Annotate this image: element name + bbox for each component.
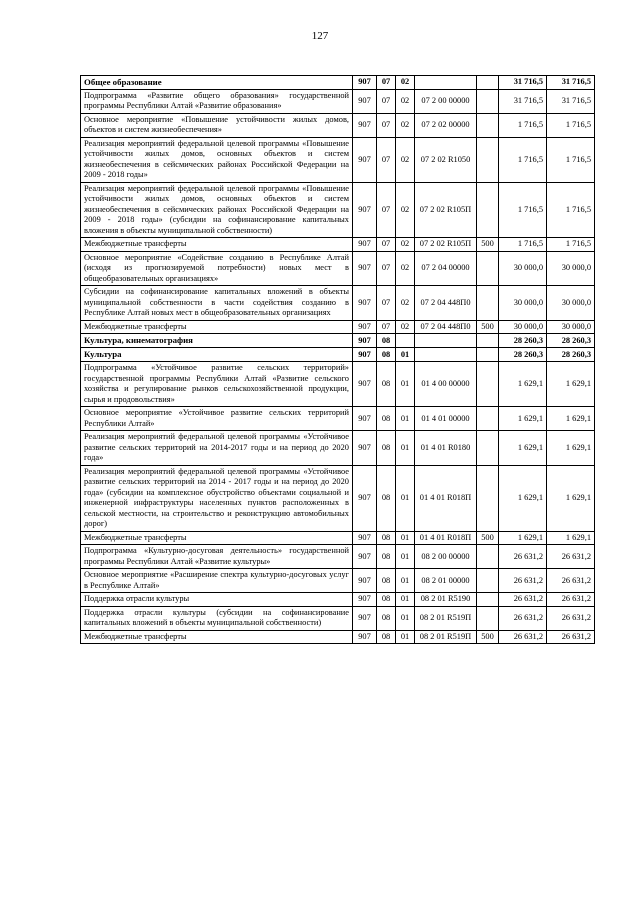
- cell-ved: 907: [353, 569, 377, 593]
- cell-amount-1: 26 631,2: [499, 593, 547, 607]
- cell-subsection: 02: [396, 238, 415, 252]
- cell-section: 07: [377, 76, 396, 90]
- table-row: [81, 76, 595, 90]
- cell-amount-1: 26 631,2: [499, 569, 547, 593]
- cell-amount-2: 1 716,5: [547, 113, 595, 137]
- cell-section: 07: [377, 182, 396, 238]
- cell-name: Реализация мероприятий федеральной целевой программы «Устойчивое развитие сельских территорий на 2014 - 2017 годы и на период до 2020 года» (субсидии на комплексное обустройство объектами социальной и инженерной инфраструктуры населенных пунктов расположенных в сельской местности, на строительство и реконструкцию автомобильных дорог): [81, 465, 353, 531]
- cell-target-article: 07 2 02 R1050: [415, 137, 477, 182]
- cell-amount-2: 31 716,5: [547, 76, 595, 90]
- cell-amount-2: 26 631,2: [547, 630, 595, 644]
- cell-ved: 907: [353, 531, 377, 545]
- cell-section: 08: [377, 407, 396, 431]
- table-row: [81, 431, 595, 466]
- cell-section: 07: [377, 251, 396, 286]
- table-row: [81, 286, 595, 321]
- cell-expense-type: 500: [477, 320, 499, 334]
- cell-target-article: [415, 76, 477, 90]
- table-row: [81, 545, 595, 569]
- cell-amount-2: 1 629,1: [547, 407, 595, 431]
- cell-target-article: 08 2 00 00000: [415, 545, 477, 569]
- cell-subsection: 02: [396, 137, 415, 182]
- cell-expense-type: [477, 113, 499, 137]
- cell-amount-1: 1 629,1: [499, 431, 547, 466]
- cell-expense-type: [477, 431, 499, 466]
- cell-subsection: 02: [396, 76, 415, 90]
- cell-subsection: 01: [396, 545, 415, 569]
- cell-expense-type: 500: [477, 238, 499, 252]
- table-row: [81, 334, 595, 348]
- cell-name: Основное мероприятие «Расширение спектра культурно-досуговых услуг в Республике Алтай»: [81, 569, 353, 593]
- cell-section: 08: [377, 593, 396, 607]
- table-row: [81, 593, 595, 607]
- cell-ved: 907: [353, 545, 377, 569]
- cell-target-article: 07 2 04 448П0: [415, 286, 477, 321]
- cell-name: Общее образование: [81, 76, 353, 90]
- cell-expense-type: [477, 362, 499, 407]
- cell-section: 08: [377, 431, 396, 466]
- cell-amount-1: 26 631,2: [499, 545, 547, 569]
- cell-subsection: 01: [396, 630, 415, 644]
- cell-name: Поддержка отрасли культуры: [81, 593, 353, 607]
- table-row: [81, 238, 595, 252]
- table-row: [81, 113, 595, 137]
- cell-name: Поддержка отрасли культуры (субсидии на софинансирование капитальных вложений в объекты муниципальной собственности): [81, 606, 353, 630]
- cell-name: Субсидии на софинансирование капитальных вложений в объекты муниципальной собственности в части содействия созданию в Республике Алтай новых мест в общеобразовательных организациях: [81, 286, 353, 321]
- cell-subsection: [396, 334, 415, 348]
- cell-ved: 907: [353, 593, 377, 607]
- cell-amount-1: 1 629,1: [499, 465, 547, 531]
- cell-subsection: 01: [396, 407, 415, 431]
- cell-subsection: 01: [396, 362, 415, 407]
- table-row: [81, 137, 595, 182]
- table-row: [81, 606, 595, 630]
- cell-amount-1: 1 716,5: [499, 137, 547, 182]
- cell-expense-type: [477, 137, 499, 182]
- cell-amount-2: 1 629,1: [547, 465, 595, 531]
- table-row: [81, 362, 595, 407]
- cell-amount-2: 26 631,2: [547, 545, 595, 569]
- cell-amount-1: 26 631,2: [499, 606, 547, 630]
- table-row: [81, 465, 595, 531]
- table-row: [81, 320, 595, 334]
- cell-name: Межбюджетные трансферты: [81, 531, 353, 545]
- cell-ved: 907: [353, 113, 377, 137]
- cell-ved: 907: [353, 465, 377, 531]
- cell-section: 08: [377, 531, 396, 545]
- cell-amount-2: 30 000,0: [547, 251, 595, 286]
- cell-ved: 907: [353, 606, 377, 630]
- cell-subsection: 02: [396, 320, 415, 334]
- cell-subsection: 02: [396, 251, 415, 286]
- cell-amount-2: 1 716,5: [547, 137, 595, 182]
- table-body: [81, 76, 595, 644]
- cell-subsection: 01: [396, 465, 415, 531]
- table-row: [81, 348, 595, 362]
- cell-amount-2: 26 631,2: [547, 593, 595, 607]
- cell-expense-type: [477, 182, 499, 238]
- cell-amount-2: 1 716,5: [547, 238, 595, 252]
- cell-amount-1: 30 000,0: [499, 286, 547, 321]
- cell-amount-1: 1 716,5: [499, 238, 547, 252]
- cell-target-article: 07 2 04 00000: [415, 251, 477, 286]
- cell-name: Подпрограмма «Культурно-досуговая деятельность» государственной программы Республики Алтай «Развитие культуры»: [81, 545, 353, 569]
- cell-name: Подпрограмма «Устойчивое развитие сельских территорий» государственной программы Республики Алтай «Развитие сельского хозяйства и регулирование рынков сельскохозяйственной продукции, сырья и продовольствия»: [81, 362, 353, 407]
- cell-expense-type: [477, 545, 499, 569]
- cell-subsection: 02: [396, 182, 415, 238]
- cell-amount-1: 28 260,3: [499, 348, 547, 362]
- table-row: [81, 251, 595, 286]
- cell-amount-2: 1 629,1: [547, 531, 595, 545]
- cell-section: 07: [377, 89, 396, 113]
- cell-amount-1: 1 629,1: [499, 407, 547, 431]
- cell-ved: 907: [353, 431, 377, 466]
- table-row: [81, 182, 595, 238]
- cell-expense-type: [477, 593, 499, 607]
- cell-amount-2: 31 716,5: [547, 89, 595, 113]
- cell-ved: 907: [353, 76, 377, 90]
- cell-target-article: 07 2 02 R105П: [415, 182, 477, 238]
- cell-amount-1: 1 716,5: [499, 182, 547, 238]
- cell-name: Межбюджетные трансферты: [81, 320, 353, 334]
- cell-amount-2: 28 260,3: [547, 334, 595, 348]
- cell-expense-type: [477, 334, 499, 348]
- cell-name: Реализация мероприятий федеральной целевой программы «Повышение устойчивости жилых домов, основных объектов и систем жизнеобеспечения в сейсмических районах Российской Федерации на 2009 - 2018 годы» (субсидии на софинансирование капитальных вложения в объекты муниципальной собственности): [81, 182, 353, 238]
- cell-section: 08: [377, 334, 396, 348]
- cell-ved: 907: [353, 286, 377, 321]
- cell-subsection: 02: [396, 113, 415, 137]
- cell-target-article: 08 2 01 R519П: [415, 606, 477, 630]
- cell-target-article: 08 2 01 R519П: [415, 630, 477, 644]
- cell-section: 08: [377, 606, 396, 630]
- cell-name: Культура, кинематография: [81, 334, 353, 348]
- table-row: [81, 630, 595, 644]
- cell-subsection: 01: [396, 569, 415, 593]
- cell-section: 08: [377, 362, 396, 407]
- cell-amount-1: 26 631,2: [499, 630, 547, 644]
- cell-amount-1: 31 716,5: [499, 89, 547, 113]
- cell-target-article: 07 2 02 R105П: [415, 238, 477, 252]
- cell-ved: 907: [353, 348, 377, 362]
- cell-amount-1: 30 000,0: [499, 251, 547, 286]
- cell-expense-type: [477, 286, 499, 321]
- cell-ved: 907: [353, 362, 377, 407]
- cell-expense-type: [477, 76, 499, 90]
- cell-section: 07: [377, 238, 396, 252]
- table-row: [81, 569, 595, 593]
- cell-target-article: 07 2 00 00000: [415, 89, 477, 113]
- table-row: [81, 89, 595, 113]
- cell-ved: 907: [353, 238, 377, 252]
- cell-expense-type: [477, 89, 499, 113]
- cell-amount-1: 30 000,0: [499, 320, 547, 334]
- table-row: [81, 531, 595, 545]
- cell-amount-2: 30 000,0: [547, 286, 595, 321]
- cell-subsection: 01: [396, 593, 415, 607]
- cell-target-article: [415, 348, 477, 362]
- cell-amount-2: 30 000,0: [547, 320, 595, 334]
- cell-name: Реализация мероприятий федеральной целевой программы «Устойчивое развитие сельских территорий на 2014-2017 годы и на период до 2020 года»: [81, 431, 353, 466]
- cell-expense-type: [477, 606, 499, 630]
- cell-expense-type: [477, 251, 499, 286]
- cell-amount-1: 1 629,1: [499, 531, 547, 545]
- cell-expense-type: [477, 465, 499, 531]
- cell-section: 08: [377, 465, 396, 531]
- cell-target-article: [415, 334, 477, 348]
- cell-amount-1: 1 629,1: [499, 362, 547, 407]
- cell-target-article: 01 4 01 R018П: [415, 465, 477, 531]
- cell-section: 08: [377, 630, 396, 644]
- cell-expense-type: [477, 407, 499, 431]
- cell-name: Культура: [81, 348, 353, 362]
- cell-amount-2: 1 629,1: [547, 362, 595, 407]
- cell-section: 07: [377, 137, 396, 182]
- cell-name: Основное мероприятие «Повышение устойчивости жилых домов, объектов и систем жизнеобеспечения»: [81, 113, 353, 137]
- cell-ved: 907: [353, 407, 377, 431]
- cell-subsection: 01: [396, 348, 415, 362]
- cell-section: 08: [377, 569, 396, 593]
- cell-amount-2: 28 260,3: [547, 348, 595, 362]
- cell-target-article: 01 4 01 R0180: [415, 431, 477, 466]
- cell-target-article: 08 2 01 00000: [415, 569, 477, 593]
- cell-target-article: 08 2 01 R5190: [415, 593, 477, 607]
- cell-subsection: 01: [396, 606, 415, 630]
- cell-amount-2: 1 716,5: [547, 182, 595, 238]
- cell-ved: 907: [353, 320, 377, 334]
- cell-section: 07: [377, 286, 396, 321]
- cell-expense-type: [477, 348, 499, 362]
- cell-subsection: 02: [396, 286, 415, 321]
- cell-ved: 907: [353, 251, 377, 286]
- cell-amount-2: 1 629,1: [547, 431, 595, 466]
- cell-name: Реализация мероприятий федеральной целевой программы «Повышение устойчивости жилых домов, основных объектов и систем жизнеобеспечения в сейсмических районах Российской Федерации на 2009 - 2018 годы»: [81, 137, 353, 182]
- cell-expense-type: 500: [477, 630, 499, 644]
- cell-ved: 907: [353, 89, 377, 113]
- budget-table: [80, 75, 595, 644]
- cell-target-article: 01 4 00 00000: [415, 362, 477, 407]
- table-row: [81, 407, 595, 431]
- cell-section: 07: [377, 320, 396, 334]
- cell-amount-1: 1 716,5: [499, 113, 547, 137]
- cell-target-article: 01 4 01 00000: [415, 407, 477, 431]
- page-number: 127: [311, 30, 329, 42]
- cell-expense-type: [477, 569, 499, 593]
- cell-ved: 907: [353, 182, 377, 238]
- cell-subsection: 02: [396, 89, 415, 113]
- cell-name: Межбюджетные трансферты: [81, 630, 353, 644]
- cell-target-article: 01 4 01 R018П: [415, 531, 477, 545]
- cell-amount-1: 28 260,3: [499, 334, 547, 348]
- cell-name: Межбюджетные трансферты: [81, 238, 353, 252]
- cell-section: 08: [377, 348, 396, 362]
- cell-name: Подпрограмма «Развитие общего образования» государственной программы Республики Алтай «Развитие образования»: [81, 89, 353, 113]
- cell-ved: 907: [353, 334, 377, 348]
- cell-subsection: 01: [396, 431, 415, 466]
- cell-ved: 907: [353, 137, 377, 182]
- cell-section: 08: [377, 545, 396, 569]
- cell-name: Основное мероприятие «Устойчивое развитие сельских территорий Республики Алтай»: [81, 407, 353, 431]
- cell-amount-2: 26 631,2: [547, 606, 595, 630]
- cell-expense-type: 500: [477, 531, 499, 545]
- cell-ved: 907: [353, 630, 377, 644]
- cell-amount-2: 26 631,2: [547, 569, 595, 593]
- cell-target-article: 07 2 02 00000: [415, 113, 477, 137]
- cell-name: Основное мероприятие «Содействие созданию в Республике Алтай (исходя из прогнозируемой потребности) новых мест в общеобразовательных организациях»: [81, 251, 353, 286]
- cell-target-article: 07 2 04 448П0: [415, 320, 477, 334]
- cell-section: 07: [377, 113, 396, 137]
- cell-subsection: 01: [396, 531, 415, 545]
- cell-amount-1: 31 716,5: [499, 76, 547, 90]
